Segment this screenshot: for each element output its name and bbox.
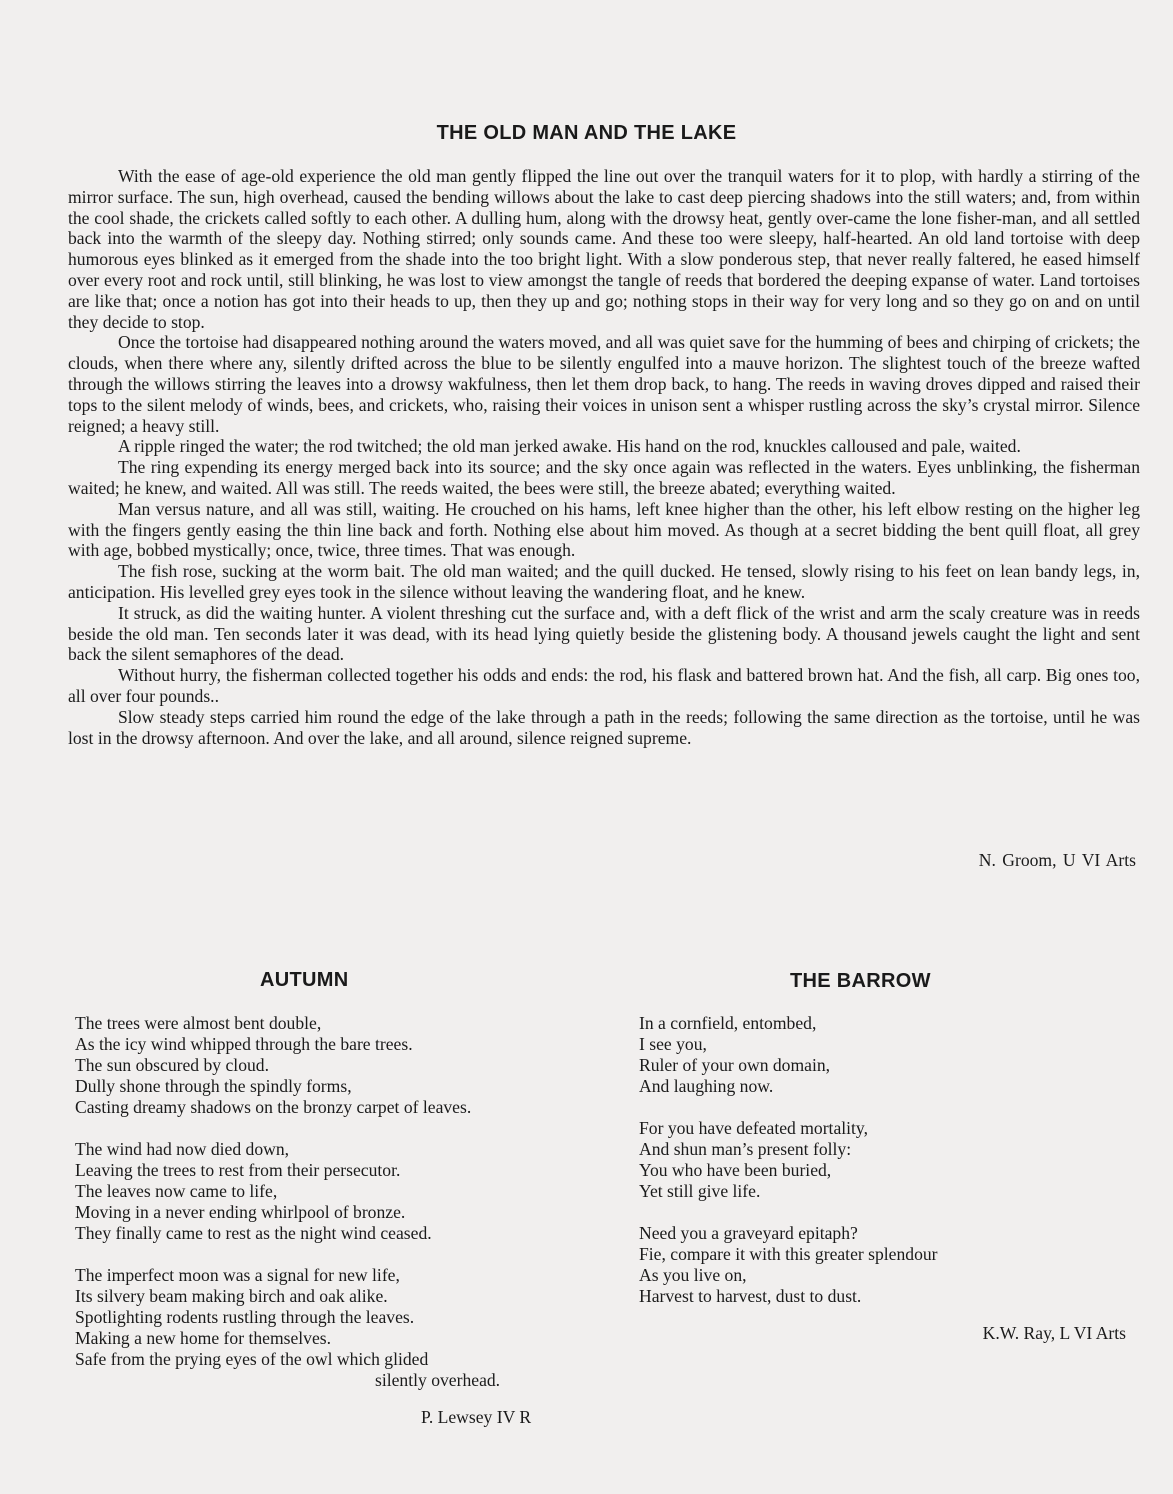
poem-line: Moving in a never ending whirlpool of bronze.	[75, 1202, 406, 1222]
poem-line: Ruler of your own domain,	[639, 1055, 831, 1075]
poem-line: You who have been buried,	[639, 1160, 832, 1180]
poem-line: They finally came to rest as the night wind ceased.	[75, 1223, 432, 1243]
poem-line: Making a new home for themselves.	[75, 1328, 332, 1348]
poem-stanza	[75, 1265, 555, 1391]
story-paragraph: A ripple ringed the water; the rod twitched; the old man jerked awake. His hand on the rod, knuckles calloused and pale, waited.	[118, 436, 1021, 457]
barrow-byline: K.W. Ray, L VI Arts	[982, 1323, 1126, 1343]
poem-line: I see you,	[639, 1034, 707, 1054]
poem-line: Fie, compare it with this greater splendour	[639, 1244, 938, 1264]
story-paragraph: With the ease of age-old experience the old man gently flipped the line out over the tranquil waters for it to plop, with hardly a stirring of the mirror surface. The sun, high overhead, caused the bending willows about the lake to cast deep piercing shadows into the still waters; and, from within the cool shade, the crickets called softly to each other. A dulling hum, along with the drowsy heat, gently over-came the lone fisher-man, and all settled back into the warmth of the sleepy day. Nothing stirred; only sounds came. And these too were sleepy, half-hearted. An old land tortoise with deep humorous eyes blinked as it emerged from the shade into the too bright light. With a slow ponderous step, that never really faltered, he eased himself over every root and rock until, still blinking, he was lost to view amongst the tangle of reeds that bordered the deeping expanse of water. Land tortoises are like that; once a notion has got into their heads to up, then they up and go; nothing stops in their way for very long and so they go on and on until they decide to stop.	[68, 166, 1140, 332]
poem-line: The trees were almost bent double,	[75, 1013, 322, 1033]
autumn-poem	[75, 1013, 555, 1412]
poem-line: Leaving the trees to rest from their persecutor.	[75, 1160, 401, 1180]
story-paragraph: The ring expending its energy merged back into its source; and the sky once again was reflected in the waters. Eyes unblinking, the fisherman waited; he knew, and waited. All was still. The reeds waited, the bees were still, the breeze abated; everything waited.	[68, 457, 1140, 498]
poem-line: Spotlighting rodents rustling through the leaves.	[75, 1307, 415, 1327]
poem-line: And laughing now.	[639, 1076, 774, 1096]
story-paragraph: Without hurry, the fisherman collected together his odds and ends: the rod, his flask and battered brown hat. And the fish, all carp. Big ones too, all over four pounds..	[68, 665, 1140, 706]
poem-line: Dully shone through the spindly forms,	[75, 1076, 352, 1096]
poem-line: Its silvery beam making birch and oak alike.	[75, 1286, 388, 1306]
poem-stanza	[75, 1139, 555, 1244]
poem-line: As the icy wind whipped through the bare trees.	[75, 1034, 413, 1054]
poem-stanza	[639, 1223, 1059, 1307]
story-paragraph: It struck, as did the waiting hunter. A violent threshing cut the surface and, with a deft flick of the wrist and arm the scaly creature was in reeds beside the old man. Ten seconds later it was dead, with its head lying quietly beside the glistening body. A thousand jewels caught the light and sent back the silent semaphores of the dead.	[68, 602, 1140, 665]
story-paragraph: Slow steady steps carried him round the edge of the lake through a path in the reeds; following the same direction as the tortoise, until he was lost in the drowsy afternoon. And over the lake, and all around, silence reigned supreme.	[68, 706, 1140, 748]
autumn-poem-title: AUTUMN	[260, 969, 349, 991]
poem-line: The wind had now died down,	[75, 1139, 290, 1159]
poem-stanza	[639, 1013, 1059, 1097]
barrow-poem	[639, 1013, 1059, 1328]
poem-line: Casting dreamy shadows on the bronzy carpet of leaves.	[75, 1097, 472, 1117]
story-title: THE OLD MAN AND THE LAKE	[436, 122, 737, 144]
poem-stanza	[639, 1118, 1059, 1202]
poem-line: In a cornfield, entombed,	[639, 1013, 817, 1033]
poem-line: Safe from the prying eyes of the owl which glided	[75, 1349, 429, 1369]
poem-stanza	[75, 1013, 555, 1118]
poem-line: Need you a graveyard epitaph?	[639, 1223, 858, 1243]
barrow-poem-title: THE BARROW	[790, 970, 931, 992]
poem-line: For you have defeated mortality,	[639, 1118, 868, 1138]
story-paragraph: Once the tortoise had disappeared nothing around the waters moved, and all was quiet save for the humming of bees and chirping of crickets; the clouds, when there where any, silently drifted across the blue to be silently engulfed into a mauve horizon. The slightest touch of the breeze wafted through the willows stirring the leaves into a drowsy wakfulness, then let them drop back, to hang. The reeds in waving droves dipped and raised their tops to the silent melody of winds, bees, and crickets, who, raising their voices in unison sent a whisper rustling across the sky’s crystal mirror. Silence reigned; a heavy still.	[68, 332, 1140, 436]
poem-line: The sun obscured by cloud.	[75, 1055, 269, 1075]
story-byline: N. Groom, U VI Arts	[978, 850, 1136, 870]
poem-line: And shun man’s present folly:	[639, 1139, 852, 1159]
autumn-byline: P. Lewsey IV R	[421, 1407, 532, 1427]
poem-line: Yet still give life.	[639, 1181, 761, 1201]
story-paragraph: The fish rose, sucking at the worm bait. The old man waited; and the quill ducked. He tensed, slowly rising to his feet on lean bandy legs, in, anticipation. His levelled grey eyes took in the silence without leaving the wandering float, and he knew.	[68, 561, 1140, 602]
poem-line: Harvest to harvest, dust to dust.	[639, 1286, 862, 1306]
poem-line: The leaves now came to life,	[75, 1181, 278, 1201]
story-body	[68, 166, 1140, 748]
poem-line: The imperfect moon was a signal for new life,	[75, 1265, 400, 1285]
poem-line: silently overhead.	[375, 1370, 501, 1390]
story-paragraph: Man versus nature, and all was still, waiting. He crouched on his hams, left knee higher than the other, his left elbow resting on the higher leg with the fingers gently easing the thin line back and forth. Nothing else about him moved. As though at a secret bidding the bent quill float, all grey with age, bobbed mystically; once, twice, three times. That was enough.	[68, 498, 1140, 561]
poem-line: As you live on,	[639, 1265, 747, 1285]
